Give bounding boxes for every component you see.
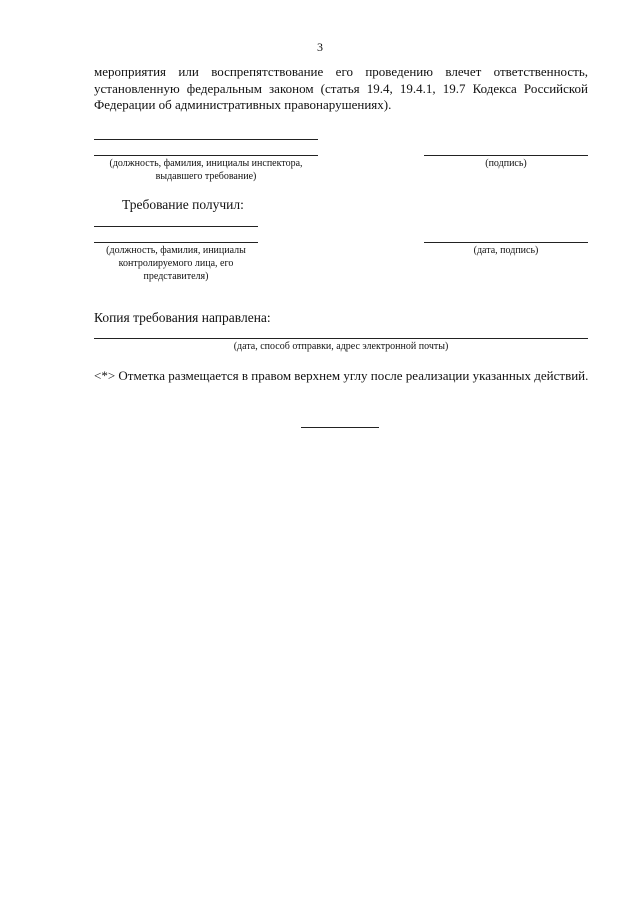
receipt-fill-line-upper — [94, 226, 258, 227]
copy-fill-line — [94, 338, 588, 339]
liability-paragraph: мероприятия или воспрепятствование его проведению влечет ответственность, установленную федеральным законом (статья 19.4, 19.4.1, 19.7 Кодекса Российской Федерации об административных правонарушениях). — [94, 64, 588, 112]
inspector-signature-caption: (подпись) — [485, 158, 527, 169]
inspector-fill-line — [94, 155, 318, 156]
inspector-position-caption: (должность, фамилия, инициалы инспектора, выдавшего требование) — [109, 158, 303, 182]
footnote-text: <*> Отметка размещается в правом верхнем углу после реализации указанных действий. — [94, 368, 589, 383]
page-number: 3 — [317, 40, 323, 54]
closing-rule — [301, 427, 379, 428]
receipt-date-signature-line — [424, 242, 588, 243]
receipt-date-signature-caption: (дата, подпись) — [473, 245, 539, 256]
receipt-fill-line — [94, 242, 258, 243]
copy-caption: (дата, способ отправки, адрес электронной почты) — [233, 341, 449, 352]
receipt-heading: Требование получил: — [122, 197, 244, 212]
copy-heading: Копия требования направлена: — [94, 310, 271, 325]
receipt-person-caption: (должность, фамилия, инициалы контролируемого лица, его представителя) — [106, 245, 246, 282]
inspector-signature-line — [424, 155, 588, 156]
inspector-fill-line-upper — [94, 139, 318, 140]
